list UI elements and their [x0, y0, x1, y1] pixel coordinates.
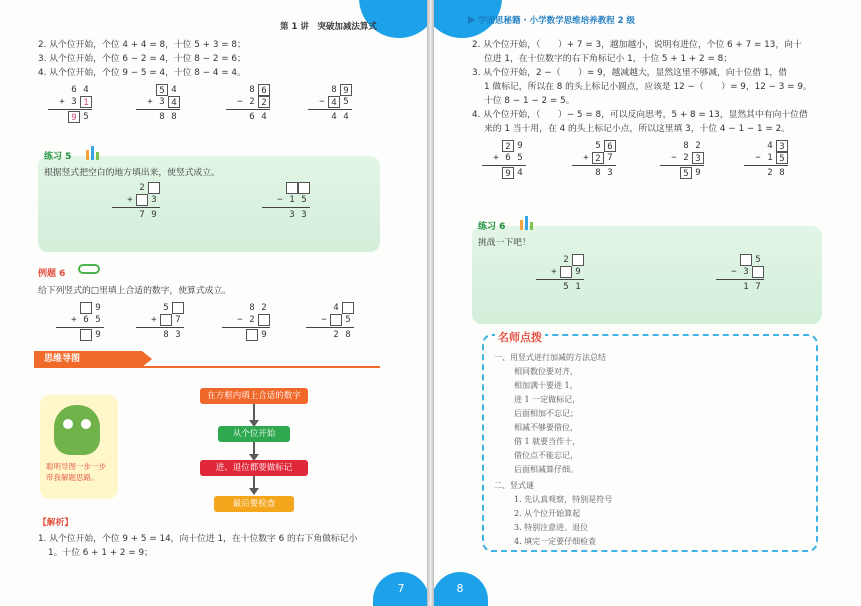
vertical-calc: 8 9 − 4 5 4 4 [308, 84, 352, 123]
mindmap-divider [34, 366, 380, 368]
page-corner-decoration [359, 0, 429, 38]
solution-line: 来的 1 当十用，在 4 的头上标记小点，所以这里填 3，十位 4 − 1 − 1 = 2。 [484, 124, 790, 134]
mascot-bubble-text: 聪明导图一步一步带我解题思路。 [46, 462, 106, 482]
tip-line: 2. 从个位开始算起 [514, 509, 581, 518]
solution-line: 2. 从个位开始，个位 4 + 4 = 8，十位 5 + 3 = 8； [38, 40, 246, 50]
tip-line: 二、竖式谜 [494, 481, 534, 490]
tip-line: 后面相加不忘记； [514, 409, 578, 418]
tip-line: 相加满十要进 1， [514, 381, 578, 390]
solution-line: 3. 从个位开始，2 −（ ）= 9，越减越大，显然这里不够减，向十位借 1，借 [472, 68, 788, 78]
vertical-calc: 8 2 − 2 9 [222, 302, 270, 341]
chapter-header: 第 1 讲 突破加减法算式 [280, 22, 377, 32]
example-6-instruction: 给下列竖式的□里填上合适的数字，使算式成立。 [38, 286, 232, 296]
flow-step: 从个位开始 [218, 426, 290, 442]
page-number: 8 [432, 572, 488, 606]
vertical-calc: 5 4 + 3 4 8 8 [136, 84, 180, 123]
flow-step: 在方框内填上合适的数字 [200, 388, 308, 404]
bars-icon [520, 214, 533, 230]
page-number: 7 [373, 572, 429, 606]
vertical-calc: 4 − 5 2 8 [306, 302, 354, 341]
solution-line: 4. 从个位开始，（ ）− 5 = 8，可以反向思考，5 + 8 = 13，显然其中有向十位借 [472, 110, 808, 120]
vertical-calc: 6 4 + 3 1 9 5 [48, 84, 92, 123]
analysis-line: 1. 从个位开始，个位 9 + 5 = 14，向十位进 1，在十位数字 6 的右下角做标记小 [38, 534, 358, 544]
flow-step: 最后要检查 [214, 496, 294, 512]
vertical-calc: 9 + 6 5 9 [56, 302, 104, 341]
tip-line: 相同数位要对齐， [514, 367, 578, 376]
arrow-down-icon [249, 488, 259, 495]
analysis-line: 1。十位 6 + 1 + 2 = 9； [48, 548, 153, 558]
tip-line: 借 1 就要当作十， [514, 437, 581, 446]
glasses-icon [78, 264, 100, 274]
mascot-box [40, 395, 118, 499]
triangle-marker-icon [468, 16, 475, 24]
vertical-calc: 5 − 3 1 7 [716, 254, 764, 293]
solution-line: 1 做标记，所以在 8 的头上标记小圆点，应该是 12 −（ ）= 9，12 − 3 = 9。 [484, 82, 812, 92]
analysis-tag: 【解析】 [38, 518, 74, 528]
vertical-calc: 4 3 − 1 5 2 8 [744, 140, 788, 179]
vertical-calc: 5 6 + 2 7 8 3 [572, 140, 616, 179]
tip-line: 借位点不能忘记， [514, 451, 578, 460]
practice-6-instruction: 挑战一下吧！ [478, 238, 531, 248]
solution-line: 十位 8 − 1 − 2 = 5。 [484, 96, 575, 106]
bars-icon [86, 144, 99, 160]
vertical-calc: 2 + 3 7 9 [112, 182, 160, 221]
solution-line: 位进 1，在十位数字的右下角标记小 1，十位 5 + 1 + 2 = 8； [484, 54, 733, 64]
vertical-calc: 2 9 + 6 5 9 4 [482, 140, 526, 179]
vertical-calc: 8 6 − 2 2 6 4 [226, 84, 270, 123]
tip-line: 相减不够要借位， [514, 423, 578, 432]
tip-line: 一、用竖式进行加减的方法总结 [494, 353, 606, 362]
vertical-calc: − 1 5 3 3 [262, 182, 310, 221]
vertical-calc: 5 + 7 8 3 [136, 302, 184, 341]
practice-5-instruction: 根据竖式把空白的地方填出来，使竖式成立。 [44, 168, 220, 178]
vertical-calc: 8 2 − 2 3 5 9 [660, 140, 704, 179]
book-header: 学而思秘籍 · 小学数学思维培养教程 2 级 [478, 16, 635, 26]
solution-line: 3. 从个位开始，个位 6 − 2 = 4，十位 8 − 2 = 6； [38, 54, 246, 64]
example-6-tag: 例题 6 [38, 269, 66, 279]
vertical-calc: 2 + 9 5 1 [536, 254, 584, 293]
left-page [0, 0, 429, 606]
tip-line: 后面相减算仔细。 [514, 465, 578, 474]
tip-line: 进 1 一定做标记， [514, 395, 581, 404]
tip-line: 3. 特别注意进、退位 [514, 523, 589, 532]
practice-6-tag: 练习 6 [478, 222, 506, 232]
solution-line: 2. 从个位开始，（ ）+ 7 = 3，越加越小，说明有进位，个位 6 + 7 = 13，向十 [472, 40, 802, 50]
tip-line: 4. 填完一定要仔细检查 [514, 537, 597, 546]
tip-line: 1. 先认真观察，特别是符号 [514, 495, 613, 504]
book-gutter [427, 0, 434, 606]
dinosaur-mascot-icon [54, 405, 100, 455]
practice-5-tag: 练习 5 [44, 152, 72, 162]
solution-line: 4. 从个位开始，个位 9 − 5 = 4，十位 8 − 4 = 4。 [38, 68, 246, 78]
mindmap-header: 思维导图 [34, 351, 142, 367]
teacher-tips-title: 名师点拨 [495, 329, 545, 345]
flow-step: 进、退位都要做标记 [200, 460, 308, 476]
